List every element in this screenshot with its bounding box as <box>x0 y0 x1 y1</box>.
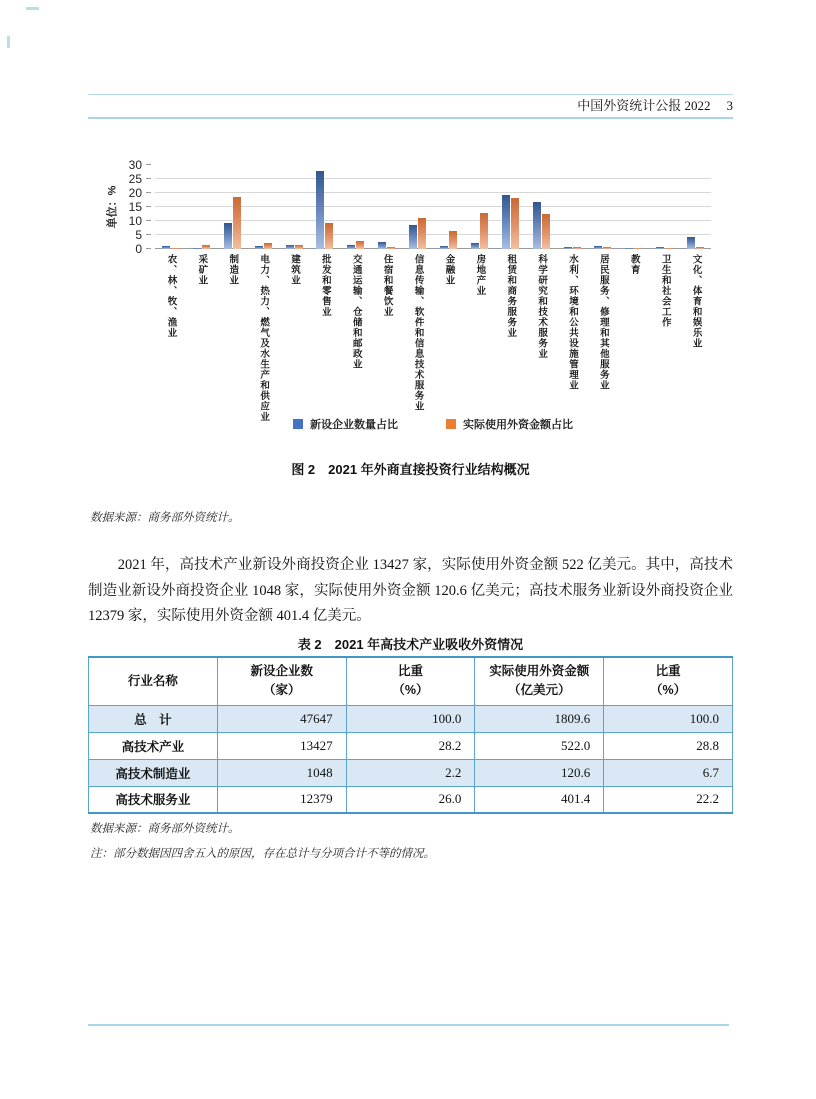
body-paragraph: 2021 年，高技术产业新设外商投资企业 13427 家，实际使用外资金额 522 亿美元。其中，高技术制造业新设外商投资企业 1048 家，实际使用外资金额 120.6 亿美元；高技术服务业新设外商投资企业 12379 家，实际使用外资金额 401.4 亿美元。 <box>88 557 733 624</box>
value-cell: 26.0 <box>346 786 475 813</box>
bar-pair <box>224 165 241 249</box>
category-label: 信息传输、软件和信息技术服务业 <box>412 254 424 412</box>
chart-column <box>248 165 279 422</box>
bar-pair <box>687 165 704 249</box>
header-rule-top <box>88 94 733 95</box>
table-row <box>89 786 733 813</box>
category-label: 卫生和社会工作 <box>659 254 671 328</box>
table-row <box>89 732 733 759</box>
y-axis-tick-label: 10 <box>128 214 142 228</box>
y-axis-ticks <box>96 158 151 256</box>
bar-fdi-amount-share <box>480 213 488 249</box>
category-label: 房地产业 <box>474 254 486 296</box>
legend-item-new-enterprises <box>293 416 398 432</box>
value-cell: 47647 <box>217 705 346 732</box>
category-label: 租赁和商务服务业 <box>505 254 517 338</box>
bar-fdi-amount-share <box>573 247 581 249</box>
bar-fdi-amount-share <box>449 231 457 249</box>
bar-new-enterprise-share <box>471 243 479 249</box>
category-label: 制造业 <box>227 254 239 286</box>
row-label-cell: 高技术制造业 <box>89 759 218 786</box>
category-label: 住宿和餐饮业 <box>381 254 393 317</box>
table-header-cell: 新设企业数 （家） <box>217 657 346 705</box>
bar-fdi-amount-share <box>325 223 333 249</box>
bar-new-enterprise-share <box>378 242 386 249</box>
bar-new-enterprise-share <box>162 246 170 249</box>
bar-fdi-amount-share <box>264 243 272 249</box>
footer-rule <box>88 1024 729 1026</box>
page-edge-mark <box>7 36 10 48</box>
bar-new-enterprise-share <box>594 246 602 249</box>
category-label: 批发和零售业 <box>319 254 331 317</box>
chart-column <box>155 165 186 422</box>
bar-fdi-amount-share <box>202 245 210 249</box>
bar-new-enterprise-share <box>440 246 448 249</box>
chart-column <box>618 165 649 422</box>
bar-pair <box>286 165 303 249</box>
category-label: 采矿业 <box>196 254 208 286</box>
bar-fdi-amount-share <box>634 248 642 249</box>
chart-column <box>279 165 310 422</box>
chart-columns <box>155 165 711 422</box>
value-cell: 100.0 <box>346 705 475 732</box>
bar-new-enterprise-share <box>316 171 324 249</box>
bar-fdi-amount-share <box>356 241 364 249</box>
y-axis-tick-label: 0 <box>135 242 142 256</box>
value-cell: 120.6 <box>475 759 604 786</box>
bar-fdi-amount-share <box>233 197 241 249</box>
bar-new-enterprise-share <box>656 247 664 249</box>
category-label: 居民服务、修理和其他服务业 <box>597 254 609 391</box>
bar-new-enterprise-share <box>286 245 294 249</box>
chart-column <box>557 165 588 422</box>
table-footnote: 注：部分数据因四舍五入的原因，存在总计与分项合计不等的情况。 <box>90 848 435 860</box>
y-axis-title-text: 单位：% <box>106 185 118 229</box>
header-rule-bottom <box>88 117 733 119</box>
table-row <box>89 705 733 732</box>
chart-column <box>186 165 217 422</box>
table-header-row <box>89 657 733 705</box>
category-label: 金融业 <box>443 254 455 286</box>
value-cell: 12379 <box>217 786 346 813</box>
high-tech-fdi-table <box>88 656 733 814</box>
bar-pair <box>471 165 488 249</box>
category-label: 交通运输、仓储和邮政业 <box>350 254 362 370</box>
value-cell: 28.8 <box>604 732 733 759</box>
category-label: 教育 <box>628 254 640 275</box>
fdi-industry-bar-chart <box>96 160 733 452</box>
bar-pair <box>409 165 426 249</box>
legend-label: 实际使用外资金额占比 <box>463 419 573 431</box>
bar-pair <box>502 165 519 249</box>
value-cell: 1809.6 <box>475 705 604 732</box>
legend-swatch-blue-icon <box>293 419 303 429</box>
bar-pair <box>594 165 611 249</box>
chart-column <box>526 165 557 422</box>
y-axis-tick-label: 5 <box>135 228 142 242</box>
chart-column <box>464 165 495 422</box>
category-label: 科学研究和技术服务业 <box>536 254 548 359</box>
row-label-cell: 高技术产业 <box>89 732 218 759</box>
bar-new-enterprise-share <box>347 245 355 249</box>
y-axis-tick-label: 20 <box>128 186 142 200</box>
table-row <box>89 759 733 786</box>
y-axis-tick-mark <box>146 164 151 165</box>
chart-legend <box>155 416 711 432</box>
chart-source-note: 数据来源：商务部外资统计。 <box>90 512 240 524</box>
chart-column <box>402 165 433 422</box>
value-cell: 22.2 <box>604 786 733 813</box>
bar-pair <box>316 165 333 249</box>
y-axis-tick-mark <box>146 178 151 179</box>
category-label: 建筑业 <box>289 254 300 286</box>
legend-swatch-orange-icon <box>446 419 456 429</box>
bar-fdi-amount-share <box>603 247 611 249</box>
bar-pair <box>347 165 364 249</box>
bar-new-enterprise-share <box>409 225 417 249</box>
chart-column <box>217 165 248 422</box>
row-label-cell: 总 计 <box>89 705 218 732</box>
table-header-cell: 比重 （%） <box>604 657 733 705</box>
chart-column <box>495 165 526 422</box>
category-label: 水利、环境和公共设施管理业 <box>567 254 579 391</box>
bar-pair <box>625 165 642 249</box>
bar-fdi-amount-share <box>542 214 550 249</box>
page-number: 3 <box>726 98 733 113</box>
category-label: 文化、体育和娱乐业 <box>690 254 702 349</box>
bar-pair <box>162 165 179 249</box>
chart-column <box>309 165 340 422</box>
report-title: 中国外资统计公报 2022 <box>577 98 711 113</box>
bar-fdi-amount-share <box>387 247 395 249</box>
chart-column <box>371 165 402 422</box>
table-header-cell: 行业名称 <box>89 657 218 705</box>
bar-pair <box>533 165 550 249</box>
y-axis-tick-mark <box>146 248 151 249</box>
bar-fdi-amount-share <box>696 247 704 249</box>
chart-column <box>649 165 680 422</box>
chart-column <box>680 165 711 422</box>
bar-fdi-amount-share <box>295 245 303 249</box>
bar-pair <box>193 165 210 249</box>
value-cell: 28.2 <box>346 732 475 759</box>
y-axis-tick-mark <box>146 220 151 221</box>
y-axis-tick-mark <box>146 234 151 235</box>
bar-fdi-amount-share <box>511 198 519 249</box>
category-label: 农、林、牧、渔业 <box>165 254 177 338</box>
y-axis-tick-mark <box>146 192 151 193</box>
chart-column <box>340 165 371 422</box>
bar-fdi-amount-share <box>418 218 426 249</box>
bar-new-enterprise-share <box>502 195 510 249</box>
page-edge-mark <box>26 7 39 10</box>
value-cell: 13427 <box>217 732 346 759</box>
value-cell: 522.0 <box>475 732 604 759</box>
y-axis-tick-label: 15 <box>128 200 142 214</box>
bar-pair <box>255 165 272 249</box>
value-cell: 6.7 <box>604 759 733 786</box>
bar-fdi-amount-share <box>171 248 179 249</box>
bar-new-enterprise-share <box>533 202 541 249</box>
chart-column <box>433 165 464 422</box>
page-header <box>88 97 733 115</box>
bar-new-enterprise-share <box>687 237 695 249</box>
bar-new-enterprise-share <box>255 246 263 249</box>
value-cell: 2.2 <box>346 759 475 786</box>
figure-caption: 图 2 2021 年外商直接投资行业结构概况 <box>291 462 530 477</box>
legend-label: 新设企业数量占比 <box>310 419 398 431</box>
chart-column <box>587 165 618 422</box>
bar-new-enterprise-share <box>193 248 201 249</box>
value-cell: 1048 <box>217 759 346 786</box>
y-axis-tick-label: 30 <box>128 158 142 172</box>
value-cell: 401.4 <box>475 786 604 813</box>
bar-fdi-amount-share <box>665 248 673 249</box>
table-source-note: 数据来源：商务部外资统计。 <box>90 823 240 835</box>
category-label: 电力、热力、燃气及水生产和供应业 <box>258 254 270 422</box>
table-header-cell: 比重 （%） <box>346 657 475 705</box>
y-axis-tick-mark <box>146 206 151 207</box>
bar-new-enterprise-share <box>224 223 232 249</box>
y-axis-tick-label: 25 <box>128 172 142 186</box>
bar-new-enterprise-share <box>564 247 572 249</box>
bar-pair <box>378 165 395 249</box>
bar-pair <box>564 165 581 249</box>
table-header-cell: 实际使用外资金额 （亿美元） <box>475 657 604 705</box>
bar-pair <box>440 165 457 249</box>
row-label-cell: 高技术服务业 <box>89 786 218 813</box>
bar-pair <box>656 165 673 249</box>
table-caption: 表 2 2021 年高技术产业吸收外资情况 <box>297 637 524 652</box>
bar-new-enterprise-share <box>625 248 633 249</box>
legend-item-fdi-amount <box>446 416 573 432</box>
value-cell: 100.0 <box>604 705 733 732</box>
